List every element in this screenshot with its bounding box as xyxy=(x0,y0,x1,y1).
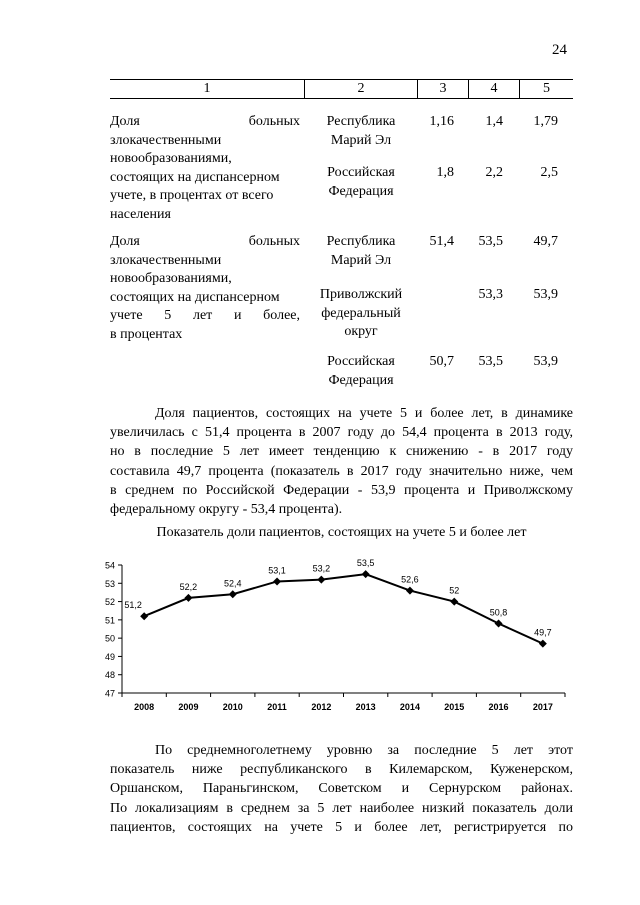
paragraph-line: составила 49,7 процента (показатель в 2017 году значительно ниже, чем xyxy=(110,463,573,479)
value-cell: 2,5 xyxy=(540,165,558,180)
series-line xyxy=(144,574,543,643)
y-tick-label: 48 xyxy=(104,670,115,681)
paragraph-line: увеличилась с 51,4 процента в 2007 году до 54,4 процента в 2013 году, xyxy=(110,425,573,441)
value-cell: 49,7 xyxy=(533,234,558,249)
x-tick-label: 2017 xyxy=(532,702,553,712)
data-label: 50,8 xyxy=(489,607,508,618)
region-line: Федерация xyxy=(328,183,394,199)
data-label: 53,5 xyxy=(356,558,375,569)
table-header xyxy=(110,79,573,99)
paragraph-line: По среднемноголетнему уровню за последние 5 лет этот xyxy=(155,743,573,758)
x-tick-label: 2009 xyxy=(178,702,199,712)
value-cell: 1,79 xyxy=(533,114,558,129)
region-line: округ xyxy=(344,324,378,339)
paragraph-line: Оршанском, Параньгинском, Советском и Сернурском районах. xyxy=(110,781,573,797)
data-point xyxy=(450,598,458,606)
data-label: 52,6 xyxy=(401,574,419,585)
region-cell xyxy=(305,164,417,201)
region-line: Российская xyxy=(327,165,395,180)
line-chart xyxy=(100,557,570,717)
data-label: 52 xyxy=(449,585,460,596)
indicator-line: учете, в процентах от всего xyxy=(110,188,274,203)
x-tick-label: 2008 xyxy=(134,702,155,712)
value-cell: 1,16 xyxy=(429,114,454,129)
paragraph-line: показатель ниже республиканского в Килемарском, Куженерском, xyxy=(110,762,573,778)
table-header-cell: 3 xyxy=(418,80,469,98)
chart-title: Показатель доли пациентов, состоящих на учете 5 и более лет xyxy=(156,525,527,540)
data-point xyxy=(362,570,370,578)
region-cell xyxy=(305,113,417,150)
paragraph-line: но в последние 5 лет имеет тенденцию к снижению - в 2017 году xyxy=(110,444,573,460)
indicator-line: состоящих на диспансерном xyxy=(110,169,280,185)
region-line: Марий Эл xyxy=(330,252,392,268)
paragraph-line: пациентов, состоящих на учете 5 и более лет, регистрируется по xyxy=(110,819,573,835)
region-cell xyxy=(305,286,417,342)
region-line: Российская xyxy=(327,354,395,369)
data-label: 53,2 xyxy=(312,563,331,574)
value-cell: 53,9 xyxy=(533,354,558,369)
indicator-line: в процентах xyxy=(110,326,183,342)
region-line: Приволжский xyxy=(319,287,403,302)
indicator-line: новообразованиями, xyxy=(110,151,232,166)
data-point xyxy=(229,590,237,598)
paragraph-districts xyxy=(110,741,573,837)
data-point xyxy=(273,577,281,585)
indicator-line: новообразованиями, xyxy=(110,271,232,286)
indicator-line: населения xyxy=(110,206,171,222)
value-cell: 50,7 xyxy=(429,354,454,369)
y-tick-label: 52 xyxy=(104,597,115,608)
indicator-line: злокачественными xyxy=(110,252,222,268)
data-label: 49,7 xyxy=(534,627,552,638)
table-header-cell: 5 xyxy=(543,81,550,96)
data-point xyxy=(140,612,148,620)
value-cell: 1,4 xyxy=(485,114,503,129)
paragraph-line: По локализациям в среднем за 5 лет наиболее низкий показатель доли xyxy=(110,800,573,816)
page-number: 24 xyxy=(552,42,567,58)
x-tick-label: 2012 xyxy=(311,702,332,712)
region-cell xyxy=(305,233,417,270)
region-line: федеральный xyxy=(321,305,401,321)
table-header-cell: 2 xyxy=(305,80,418,98)
value-cell: 53,5 xyxy=(478,234,503,249)
indicator-line: Доля больных xyxy=(110,234,300,249)
value-cell: 2,2 xyxy=(485,165,503,180)
indicator-name xyxy=(110,113,300,224)
data-point xyxy=(406,587,414,595)
y-tick-label: 51 xyxy=(104,615,115,626)
value-cell: 1,8 xyxy=(436,165,454,180)
value-cell: 53,3 xyxy=(478,287,503,302)
paragraph-line: Доля пациентов, состоящих на учете 5 и более лет, в динамике xyxy=(155,406,573,421)
region-cell xyxy=(305,353,417,390)
data-label: 51,2 xyxy=(124,600,142,611)
y-tick-label: 47 xyxy=(104,688,115,699)
y-tick-label: 49 xyxy=(104,651,115,662)
data-point xyxy=(539,640,547,648)
y-tick-label: 50 xyxy=(104,633,115,644)
data-label: 52,2 xyxy=(179,581,198,592)
region-line: Марий Эл xyxy=(330,132,392,148)
data-point xyxy=(184,594,192,602)
paragraph-line: в среднем по Российской Федерации - 53,9 процента и Приволжскому xyxy=(110,482,573,498)
paragraph-dynamics xyxy=(110,404,573,519)
x-tick-label: 2010 xyxy=(222,702,243,712)
indicator-line: состоящих на диспансерном xyxy=(110,289,280,305)
x-tick-label: 2011 xyxy=(267,702,287,712)
region-line: Федерация xyxy=(328,372,394,388)
data-label: 53,1 xyxy=(268,565,286,576)
data-point xyxy=(317,576,325,584)
table-header-cell: 4 xyxy=(469,80,520,98)
y-tick-label: 53 xyxy=(104,578,115,589)
region-line: Республика xyxy=(326,234,396,249)
indicator-line: учете 5 лет и более, xyxy=(110,308,300,323)
x-tick-label: 2015 xyxy=(444,702,465,712)
data-label: 52,4 xyxy=(223,578,242,589)
x-tick-label: 2014 xyxy=(399,702,420,712)
indicator-line: Доля больных xyxy=(110,114,300,129)
table-header-cell: 1 xyxy=(110,80,305,98)
y-tick-label: 54 xyxy=(104,560,115,571)
value-cell: 51,4 xyxy=(429,234,454,249)
region-line: Республика xyxy=(326,114,396,129)
indicator-line: злокачественными xyxy=(110,132,222,148)
x-tick-label: 2013 xyxy=(355,702,376,712)
value-cell: 53,9 xyxy=(533,287,558,302)
indicator-name xyxy=(110,233,300,344)
data-point xyxy=(495,620,503,628)
value-cell: 53,5 xyxy=(478,354,503,369)
x-tick-label: 2016 xyxy=(488,702,509,712)
paragraph-line: федеральному округу - 53,4 процента). xyxy=(110,502,343,518)
